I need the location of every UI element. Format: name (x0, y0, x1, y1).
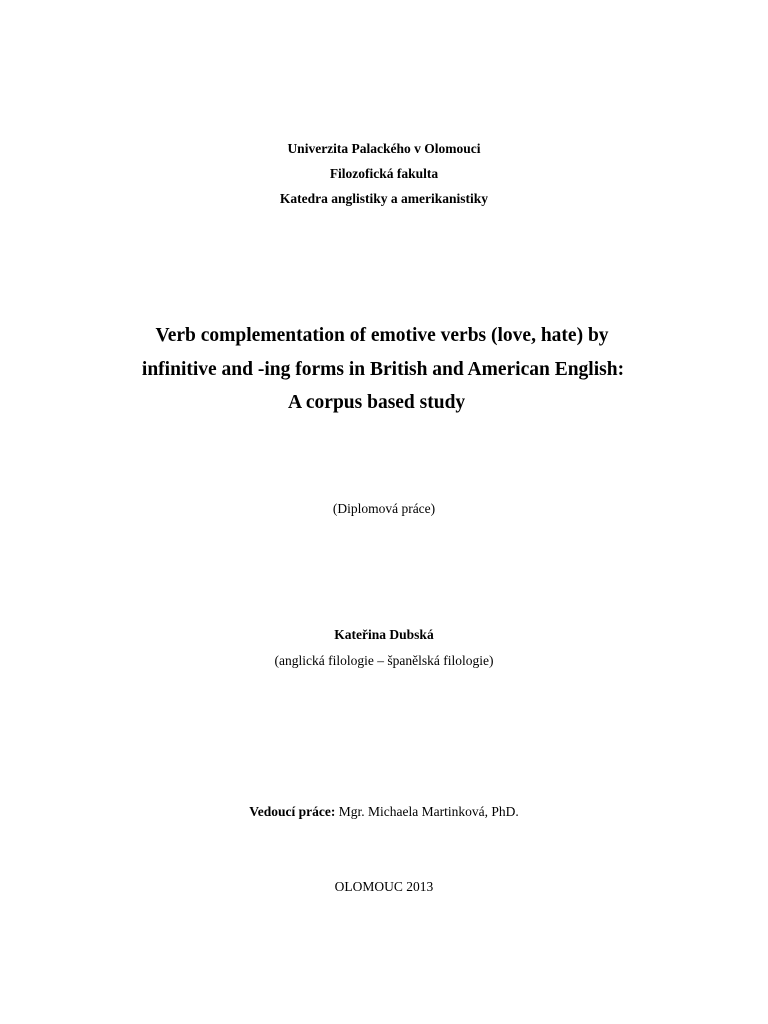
department-name: Katedra anglistiky a amerikanistiky (279, 191, 489, 206)
supervisor-name: Mgr. Michaela Martinková, PhD. (338, 804, 519, 819)
supervisor-line (0, 804, 768, 820)
place-and-year: OLOMOUC 2013 (334, 879, 434, 894)
faculty-name: Filozofická fakulta (329, 166, 439, 181)
author-program: (anglická filologie – španělská filologie) (274, 653, 494, 668)
thesis-title-line-3: A corpus based study (288, 392, 466, 413)
university-name: Univerzita Palackého v Olomouci (287, 141, 481, 156)
thesis-title-line-2: infinitive and -ing forms in British and American English: (141, 359, 625, 380)
supervisor-label: Vedoucí práce: (249, 804, 336, 819)
author-name: Kateřina Dubská (334, 627, 434, 642)
thesis-title-line-1: Verb complementation of emotive verbs (love, hate) by (155, 325, 609, 346)
thesis-type: (Diplomová práce) (332, 501, 436, 516)
